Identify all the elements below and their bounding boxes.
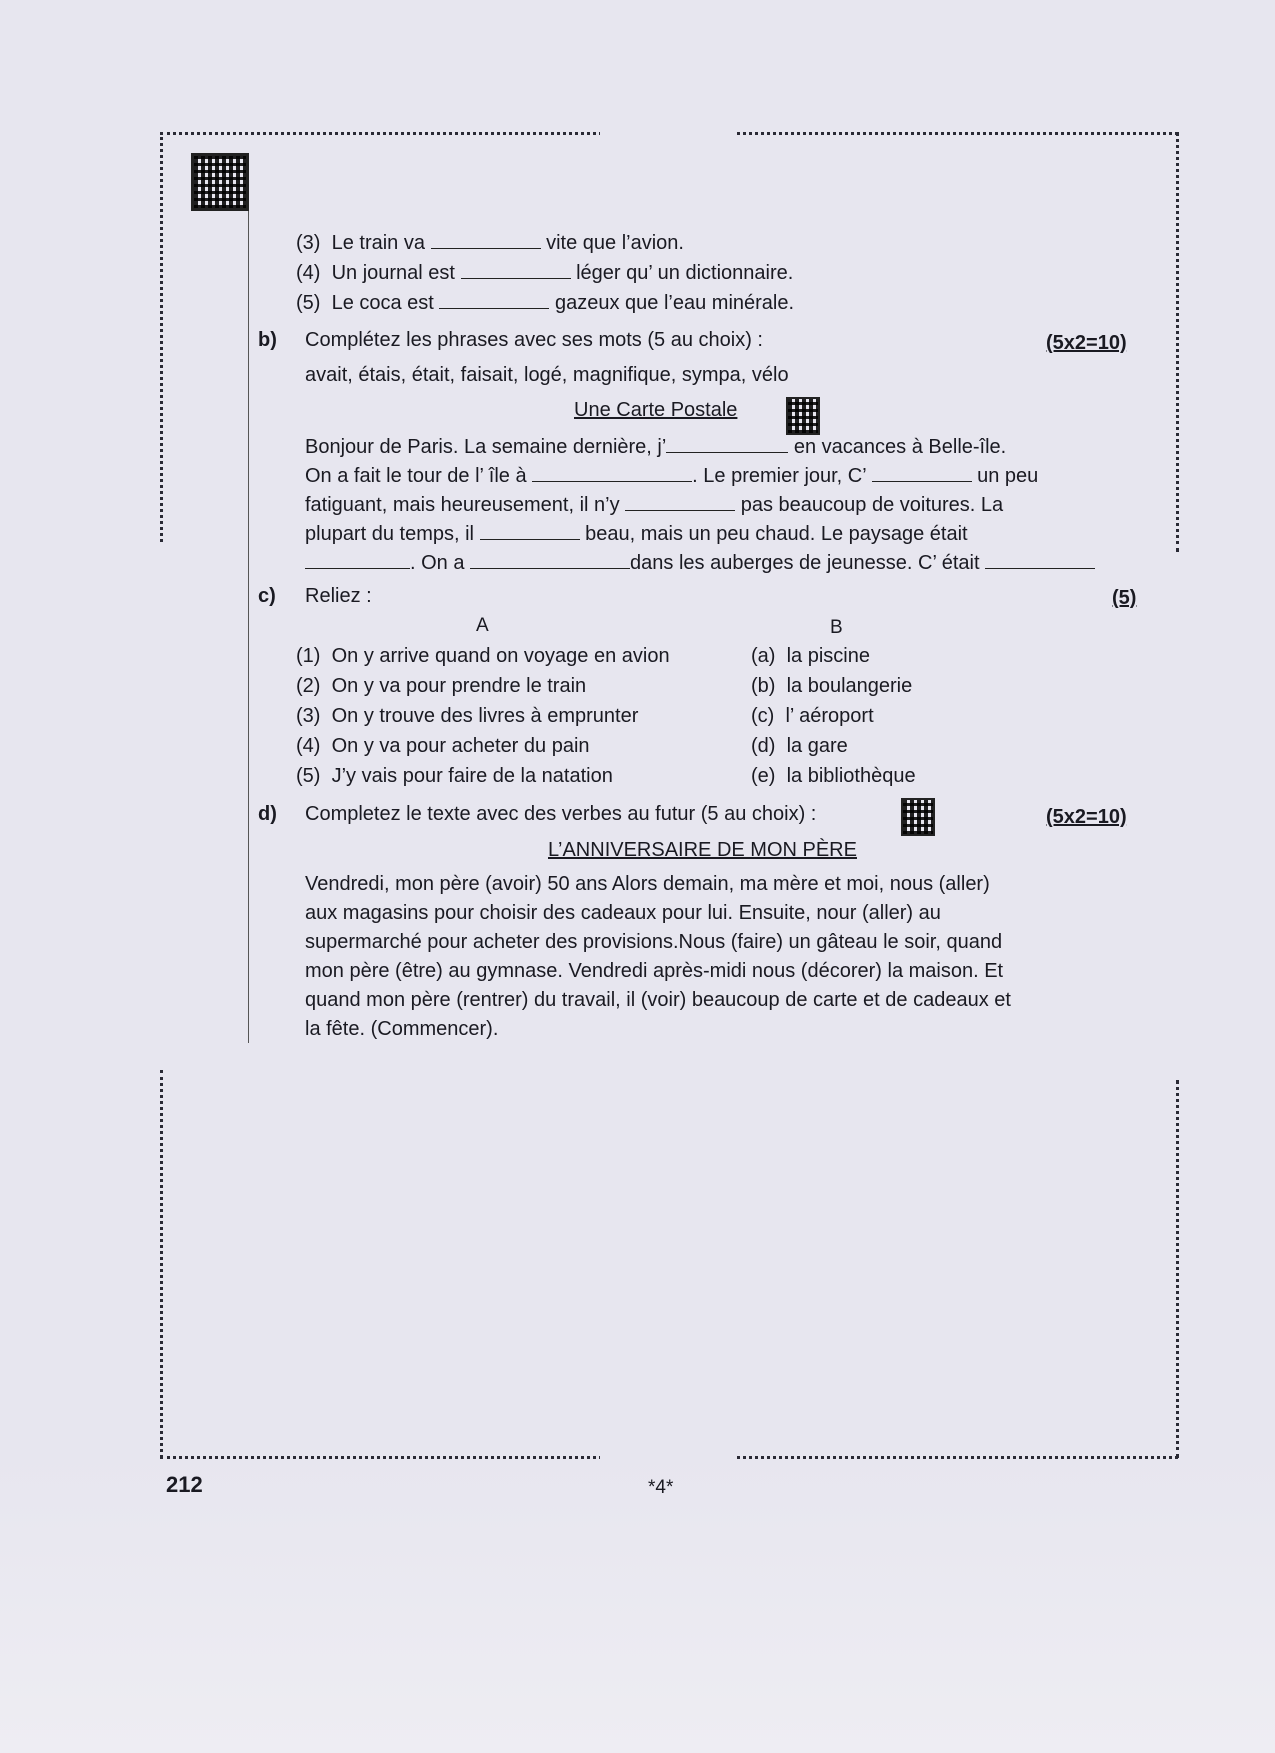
column-b-header: B	[830, 617, 843, 638]
decorative-border-left	[160, 132, 163, 542]
match-row: (1) On y arrive quand on voyage en avion	[296, 645, 670, 667]
section-b-instruction: Complétez les phrases avec ses mots (5 au choix) :	[305, 329, 763, 351]
essay-title: L’ANNIVERSAIRE DE MON PÈRE	[548, 839, 857, 861]
section-d-instruction: Completez le texte avec des verbes au futur (5 au choix) :	[305, 803, 817, 825]
match-row: (2) On y va pour prendre le train	[296, 675, 587, 697]
match-option: (b) la boulangerie	[751, 675, 913, 697]
qr-code-icon	[903, 800, 933, 834]
section-b-label: b)	[258, 329, 277, 351]
match-row: (5) J’y vais pour faire de la natation	[296, 765, 613, 787]
postcard-title: Une Carte Postale	[574, 399, 738, 421]
match-option: (e) la bibliothèque	[751, 765, 916, 787]
postcard-line-2: On a fait le tour de l’ île à . Le premier jour, C’ un peu	[305, 465, 1039, 487]
word-bank: avait, étais, était, faisait, logé, magnifique, sympa, vélo	[305, 364, 789, 386]
text-line: mon père (être) au gymnase. Vendredi après-midi nous (décorer) la maison. Et	[305, 960, 1004, 982]
text-line: Vendredi, mon père (avoir) 50 ans Alors demain, ma mère et moi, nous (aller)	[305, 873, 990, 895]
text-line: quand mon père (rentrer) du travail, il (voir) beaucoup de carte et de cadeaux et	[305, 989, 1011, 1011]
section-d-label: d)	[258, 803, 277, 825]
border-gap	[600, 126, 735, 140]
match-row: (3) On y trouve des livres à emprunter	[296, 705, 639, 727]
match-row: (4) On y va pour acheter du pain	[296, 735, 590, 757]
postcard-line-1: Bonjour de Paris. La semaine dernière, j’ en vacances à Belle-île.	[305, 436, 1007, 458]
comparison-3: (3) Le train va vite que l’avion.	[296, 232, 684, 254]
section-c-marks: (5)	[1112, 587, 1137, 609]
text-line: supermarché pour acheter des provisions.Nous (faire) un gâteau le soir, quand	[305, 931, 1003, 953]
postcard-line-5: . On a dans les auberges de jeunesse. C’ était	[305, 550, 1095, 575]
section-c-label: c)	[258, 585, 276, 607]
text-line: aux magasins pour choisir des cadeaux pour lui. Ensuite, nour (aller) au	[305, 902, 941, 924]
match-option: (d) la gare	[751, 735, 848, 757]
decorative-border-right	[1176, 1080, 1179, 1458]
comparison-5: (5) Le coca est gazeux que l’eau minérale.	[296, 292, 795, 314]
page-footer: *4*	[648, 1477, 674, 1498]
page-shadow	[0, 1453, 1275, 1753]
text-line: la fête. (Commencer).	[305, 1018, 499, 1040]
decorative-border-right	[1176, 132, 1179, 552]
border-gap	[600, 1450, 735, 1464]
comparison-4: (4) Un journal est léger qu’ un dictionnaire.	[296, 262, 794, 284]
decorative-border-left	[160, 1070, 163, 1458]
margin-rule	[248, 205, 249, 1043]
postcard-line-4: plupart du temps, il beau, mais un peu chaud. Le paysage était	[305, 523, 968, 545]
qr-code-icon	[194, 156, 246, 208]
page-number: 212	[166, 1472, 203, 1497]
match-option: (c) l’ aéroport	[751, 705, 874, 727]
column-a-header: A	[476, 615, 489, 636]
match-option: (a) la piscine	[751, 645, 870, 667]
section-d-marks: (5x2=10)	[1046, 806, 1127, 828]
section-c-instruction: Reliez :	[305, 585, 372, 607]
section-b-marks: (5x2=10)	[1046, 332, 1127, 354]
postcard-line-3: fatiguant, mais heureusement, il n’y pas beaucoup de voitures. La	[305, 494, 1004, 516]
qr-code-icon	[788, 399, 818, 433]
